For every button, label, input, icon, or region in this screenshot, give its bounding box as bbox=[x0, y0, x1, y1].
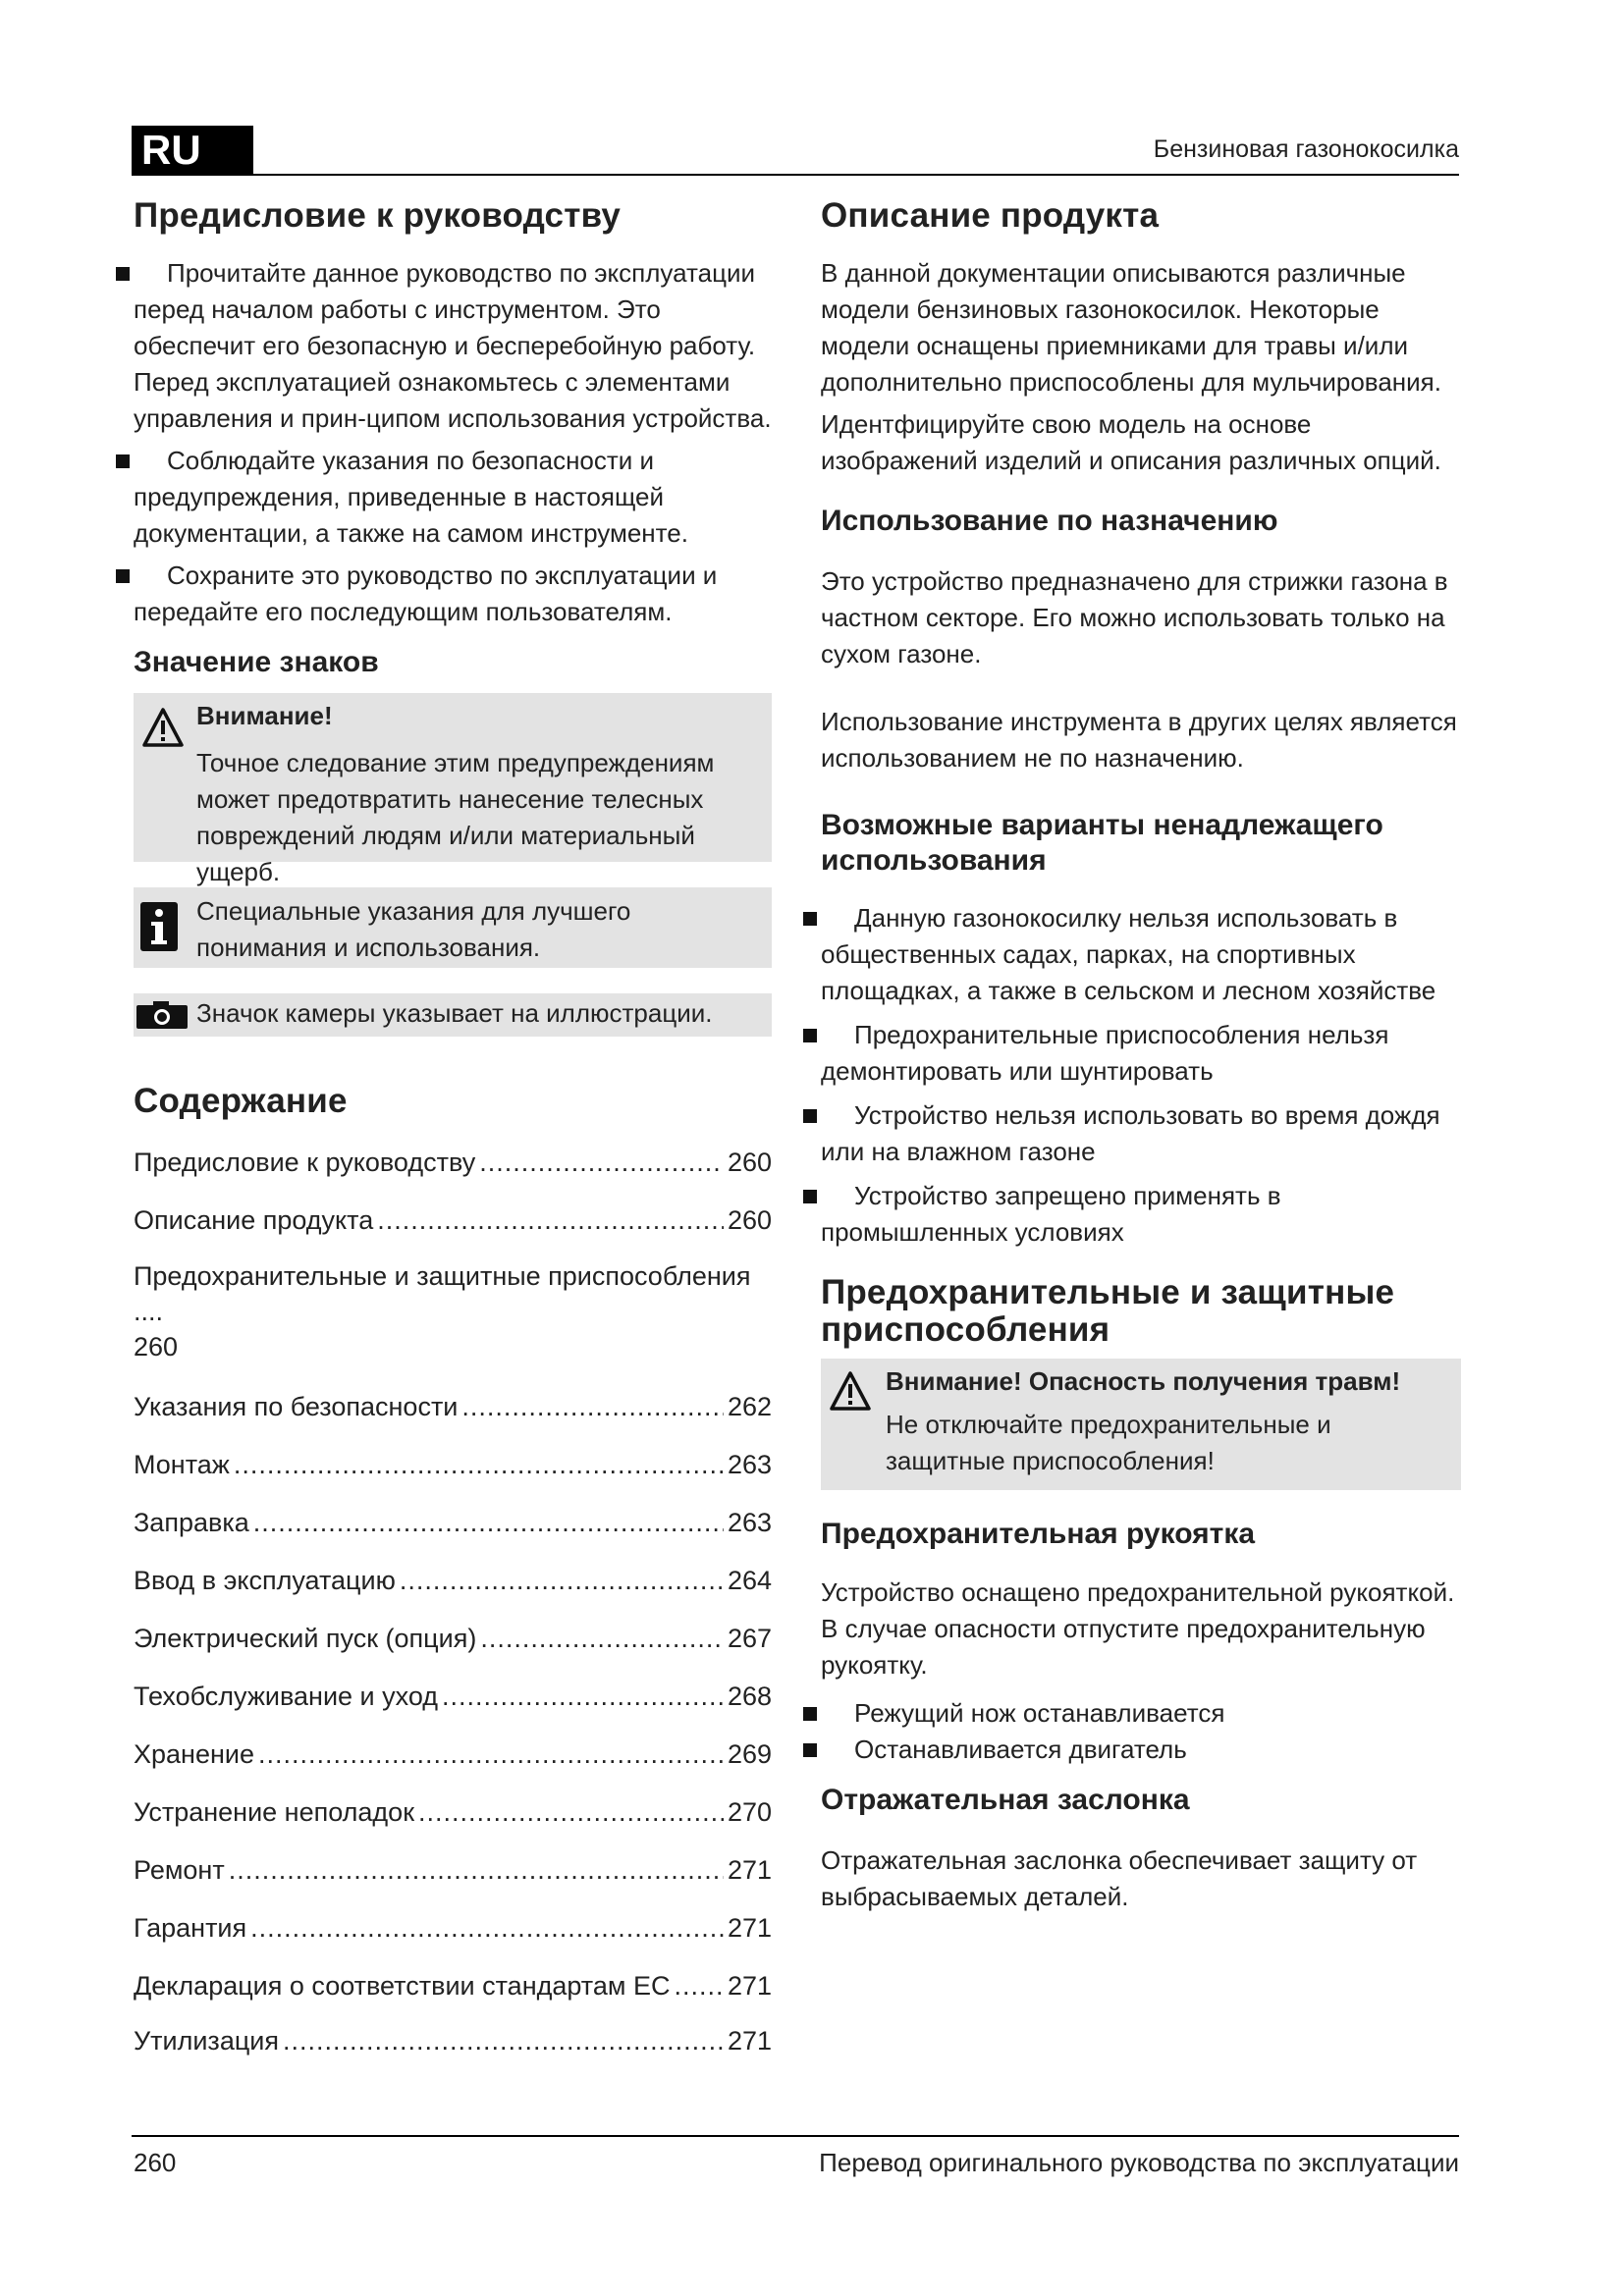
safety-warning-text: Не отключайте предохранительные и защитные приспособления! bbox=[886, 1410, 1331, 1475]
toc-entry[interactable]: Указания по безопасности ..... 262 bbox=[134, 1387, 772, 1422]
list-item: Сохраните это руководство по эксплуатации и передайте его последующим пользователям. bbox=[82, 558, 772, 630]
warning-triangle-icon bbox=[829, 1370, 872, 1412]
warning-text: Точное следование этим предупреждениям может предотвратить нанесение телесных повреждений людям и/или материальный ущерб. bbox=[196, 748, 715, 886]
toc-entry[interactable]: Предисловие к руководству ..... 260 bbox=[134, 1143, 772, 1178]
toc-entry[interactable]: Предохранительные и защитные приспособления .... 260 bbox=[134, 1261, 751, 1362]
right-column bbox=[821, 196, 1461, 1915]
list-item: Данную газонокосилку нельзя использовать в общественных садах, парках, на спортивных площадках, а также в сельском и лесном хозяйстве bbox=[770, 900, 1461, 1009]
safety-warning-box bbox=[821, 1359, 1461, 1490]
intended-use-paragraph-1: Это устройство предназначено для стрижки газона в частном секторе. Его можно использовать только на сухом газоне. bbox=[821, 566, 1448, 668]
info-icon bbox=[139, 901, 179, 952]
camera-text: Значок камеры указывает на иллюстрации. bbox=[196, 998, 713, 1028]
camera-box bbox=[134, 993, 772, 1037]
list-item: Останавливается двигатель bbox=[770, 1732, 1461, 1768]
misuse-heading: Возможные варианты ненадлежащего использования bbox=[821, 809, 1383, 877]
warning-box bbox=[134, 693, 772, 886]
header-title: Бензиновая газонокосилка bbox=[1153, 135, 1459, 163]
page-number: 260 bbox=[134, 2148, 177, 2177]
toc-entry[interactable]: Заправка ..... 263 bbox=[134, 1503, 772, 1538]
list-item: Устройство запрещено применять в промышленных условиях bbox=[770, 1178, 1461, 1251]
safety-heading: Предохранительные и защитные приспособления bbox=[821, 1273, 1395, 1349]
toc-entry[interactable]: Декларация о соответствии стандартам ЕС ..... 271 bbox=[134, 1966, 772, 2002]
list-item: Предохранительные приспособления нельзя демонтировать или шунтировать bbox=[770, 1017, 1461, 1090]
toc-entry[interactable]: Электрический пуск (опция) ..... 267 bbox=[134, 1619, 772, 1654]
handle-heading: Предохранительная рукоятка bbox=[821, 1518, 1256, 1550]
preface-heading: Предисловие к руководству bbox=[134, 196, 622, 235]
toc-entry[interactable]: Ремонт ..... 271 bbox=[134, 1850, 772, 1886]
camera-icon bbox=[135, 1000, 189, 1030]
warning-triangle-icon bbox=[141, 707, 185, 748]
symbols-heading: Значение знаков bbox=[134, 646, 379, 678]
left-column bbox=[134, 196, 772, 2056]
handle-list bbox=[821, 1695, 1461, 1768]
footer-text: Перевод оригинального руководства по эксплуатации bbox=[819, 2148, 1459, 2177]
language-badge: RU bbox=[132, 126, 253, 175]
intended-use-heading: Использование по назначению bbox=[821, 505, 1278, 537]
flap-heading: Отражательная заслонка bbox=[821, 1784, 1190, 1816]
product-paragraph-1: В данной документации описываются различные модели бензиновых газонокосилок. Некоторые модели оснащены приемниками для травы и/или дополнительно приспособлены для мульчирования. bbox=[821, 258, 1441, 397]
safety-warning-title: Внимание! Опасность получения травм! bbox=[886, 1366, 1401, 1396]
toc-entry[interactable]: Утилизация ..... 271 bbox=[134, 2021, 772, 2056]
toc bbox=[134, 1143, 772, 2056]
footer-divider bbox=[132, 2135, 1459, 2137]
toc-entry[interactable]: Хранение ..... 269 bbox=[134, 1735, 772, 1770]
misuse-list bbox=[821, 900, 1461, 1251]
list-item: Соблюдайте указания по безопасности и предупреждения, приведенные в настоящей документации, а также на самом инструменте. bbox=[82, 443, 772, 552]
toc-entry[interactable]: Монтаж ..... 263 bbox=[134, 1445, 772, 1480]
intended-use-paragraph-2: Использование инструмента в других целях является использованием не по назначению. bbox=[821, 707, 1457, 773]
info-box bbox=[134, 887, 772, 968]
toc-entry[interactable]: Гарантия ..... 271 bbox=[134, 1908, 772, 1944]
info-text: Специальные указания для лучшего понимания и использования. bbox=[196, 896, 631, 962]
toc-entry[interactable]: Описание продукта ..... 260 bbox=[134, 1201, 772, 1236]
contents-heading: Содержание bbox=[134, 1082, 348, 1120]
preface-list bbox=[134, 255, 772, 630]
list-item: Устройство нельзя использовать во время дождя или на влажном газоне bbox=[770, 1097, 1461, 1170]
toc-entry[interactable]: Техобслуживание и уход ..... 268 bbox=[134, 1677, 772, 1712]
warning-title: Внимание! bbox=[196, 701, 333, 730]
flap-paragraph: Отражательная заслонка обеспечивает защиту от выбрасываемых деталей. bbox=[821, 1845, 1418, 1911]
list-item: Прочитайте данное руководство по эксплуатации перед началом работы с инструментом. Это обеспечит его безопасную и бесперебойную работу. Перед эксплуатацией ознакомьтесь с элементами управления и прин-ципом использования устройства. bbox=[82, 255, 772, 437]
header-divider bbox=[132, 174, 1459, 176]
product-heading: Описание продукта bbox=[821, 196, 1160, 235]
handle-paragraph: Устройство оснащено предохранительной рукояткой. В случае опасности отпустите предохранительную рукоятку. bbox=[821, 1577, 1455, 1680]
product-paragraph-2: Идентфицируйте свою модель на основе изображений изделий и описания различных опций. bbox=[821, 409, 1441, 475]
toc-entry[interactable]: Ввод в эксплуатацию ..... 264 bbox=[134, 1561, 772, 1596]
toc-entry[interactable]: Устранение неполадок ..... 270 bbox=[134, 1792, 772, 1828]
list-item: Режущий нож останавливается bbox=[770, 1695, 1461, 1732]
